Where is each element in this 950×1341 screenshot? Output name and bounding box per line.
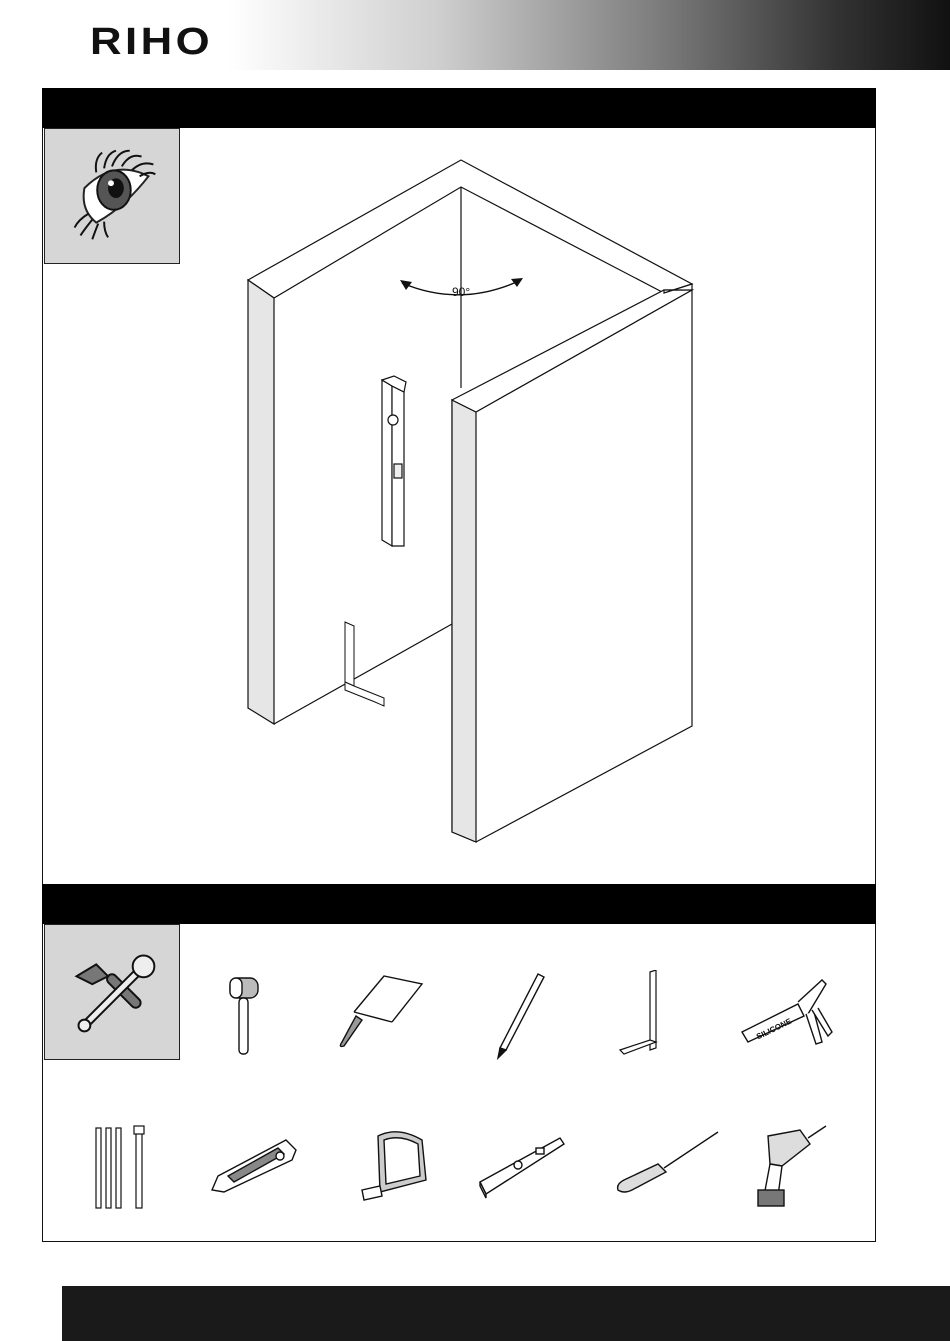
tape-measure-icon	[360, 1126, 436, 1206]
screwdriver-icon	[614, 1128, 722, 1198]
silicone-gun-icon	[738, 970, 834, 1052]
drill-bits-icon	[92, 1124, 154, 1212]
header-banner	[0, 0, 950, 70]
brand-logo: RIHO	[90, 21, 214, 63]
hacksaw-icon	[334, 970, 426, 1050]
angle-label: 90°	[452, 285, 471, 299]
utility-knife-icon	[208, 1136, 300, 1196]
spirit-level-icon	[476, 1132, 568, 1202]
pencil-icon	[494, 972, 550, 1060]
section-header-tools	[42, 884, 876, 924]
square-ruler-icon	[618, 970, 660, 1058]
rubber-mallet-icon	[226, 970, 262, 1058]
wall-corner-diagram	[180, 128, 874, 882]
power-drill-icon	[748, 1120, 828, 1212]
section-header-check	[42, 88, 876, 128]
tools-icon	[44, 924, 180, 1060]
svg-text:SILICONE: SILICONE	[754, 1016, 793, 1042]
eye-icon	[44, 128, 180, 264]
footer-bar	[62, 1286, 950, 1341]
